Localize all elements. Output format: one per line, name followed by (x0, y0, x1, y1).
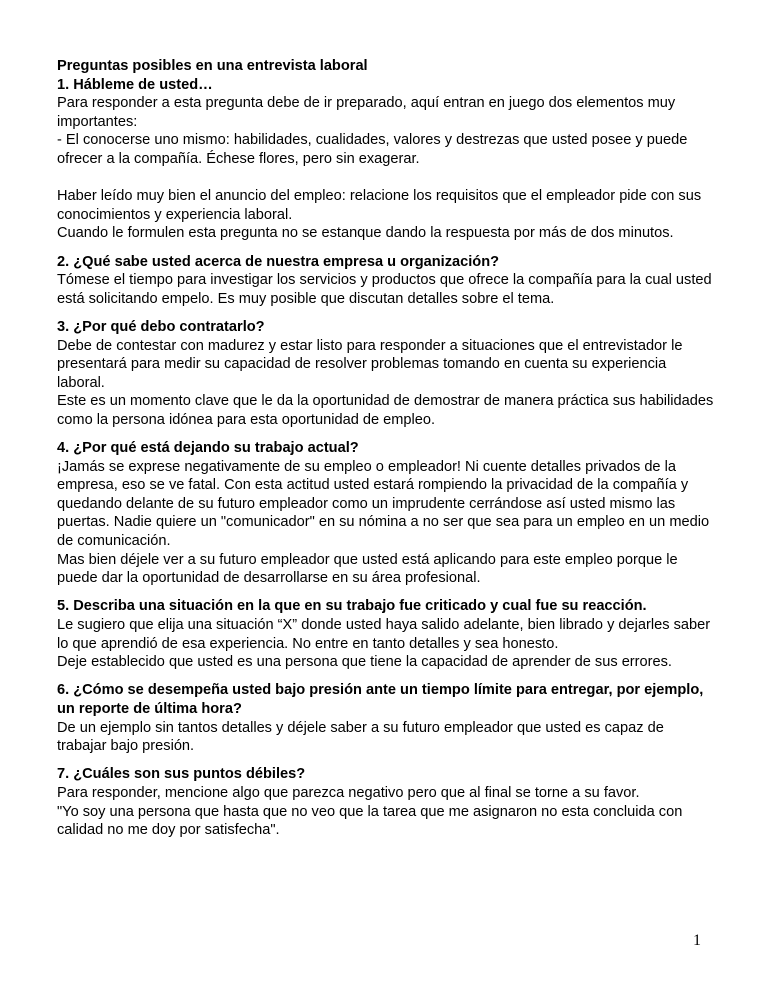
answer-paragraph: Mas bien déjele ver a su futuro empleador que usted está aplicando para este empleo porque le puede dar la oportunidad de desarrollarse en su área profesional. (57, 551, 678, 587)
answer-paragraph: Tómese el tiempo para investigar los servicios y productos que ofrece la compañía para la cual usted está solicitando empelo. Es muy posible que discutan detalles sobre el tema. (57, 272, 712, 307)
answer-paragraph: Debe de contestar con madurez y estar listo para responder a situaciones que el entrevistador le presentará para medir su capacidad de resolver problemas tomando en cuenta su experiencia laboral. (57, 337, 683, 391)
answer-paragraph: Para responder a esta pregunta debe de ir preparado, aquí entran en juego dos elementos muy importantes: (57, 95, 676, 130)
question-heading: 5. Describa una situación en la que en su trabajo fue criticado y cual fue su reacción. (57, 598, 647, 615)
question-heading: 4. ¿Por qué está dejando su trabajo actual? (57, 440, 359, 457)
sections-container (57, 76, 717, 840)
question-section (57, 597, 717, 671)
answer-paragraph: Para responder, mencione algo que parezca negativo pero que al final se torne a su favor. (57, 784, 640, 801)
answer-paragraph: Deje establecido que usted es una persona que tiene la capacidad de aprender de sus errores. (57, 654, 672, 671)
question-heading: 6. ¿Cómo se desempeña usted bajo presión ante un tiempo límite para entregar, por ejemplo, un reporte de última hora? (57, 682, 704, 717)
answer-paragraph: ¡Jamás se exprese negativamente de su empleo o empleador! Ni cuente detalles privados de la empresa, eso se ve fatal. Con esta actitud usted estará rompiendo la privacidad de la compañía y quedando delante de su futuro empleador como un imprudente cerrándose así usted mismo las puertas. Nadie quiere un "comunicador" en su nómina a no ser que sea para un empleo en un medio de comunicación. (57, 458, 710, 550)
page-title: Preguntas posibles en una entrevista laboral (57, 58, 368, 74)
question-section (57, 318, 717, 430)
question-heading: 7. ¿Cuáles son sus puntos débiles? (57, 766, 306, 783)
question-section (57, 253, 717, 309)
answer-paragraph: Cuando le formulen esta pregunta no se estanque dando la respuesta por más de dos minutos. (57, 225, 674, 242)
question-section (57, 76, 717, 243)
question-section (57, 765, 717, 839)
answer-paragraph: - El conocerse uno mismo: habilidades, cualidades, valores y destrezas que usted posee y puede ofrecer a la compañía. Échese flores, pero sin exagerar. (57, 132, 688, 167)
answer-paragraph: De un ejemplo sin tantos detalles y déjele saber a su futuro empleador que usted es capaz de trabajar bajo presión. (57, 719, 664, 755)
question-heading: 2. ¿Qué sabe usted acerca de nuestra empresa u organización? (57, 253, 500, 270)
question-section (57, 439, 717, 588)
question-heading: 3. ¿Por qué debo contratarlo? (57, 318, 265, 335)
page-number: 1 (693, 932, 701, 949)
answer-paragraph: Este es un momento clave que le da la oportunidad de demostrar de manera práctica sus habilidades como la persona idónea para esta oportunidad de empleo. (57, 393, 714, 428)
answer-paragraph: Le sugiero que elija una situación “X” donde usted haya salido adelante, bien librado y dejarles saber lo que aprendió de esa experiencia. No entre en tanto detalles y sea honesto. (57, 617, 711, 652)
document-body (57, 57, 717, 840)
answer-paragraph: "Yo soy una persona que hasta que no veo que la tarea que me asignaron no esta concluida con calidad no me doy por satisfecha". (57, 803, 683, 839)
question-heading: 1. Hábleme de usted… (57, 76, 213, 93)
question-section (57, 681, 717, 755)
answer-paragraph: Haber leído muy bien el anuncio del empleo: relacione los requisitos que el empleador pide con sus conocimientos y experiencia laboral. (57, 188, 702, 223)
